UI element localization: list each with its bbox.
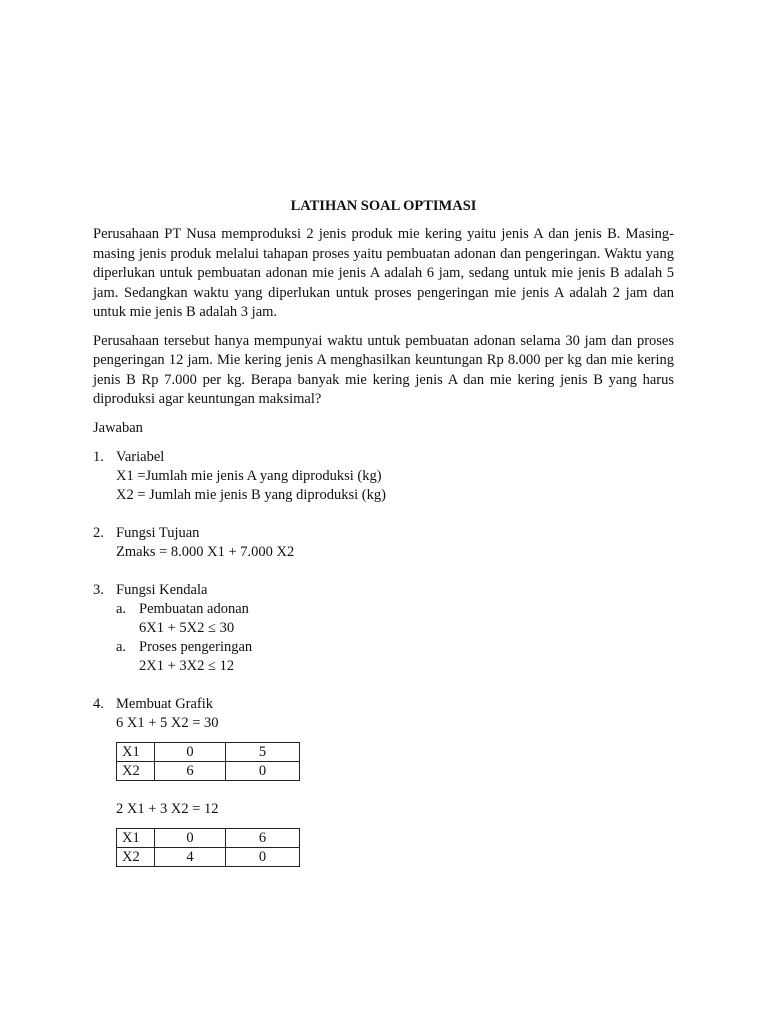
- answer-label: Jawaban: [93, 419, 143, 436]
- section-variabel: [93, 448, 674, 505]
- table-row: [117, 742, 300, 761]
- table-cell: 4: [155, 847, 226, 866]
- section-number: 1.: [93, 448, 104, 465]
- constraint-expression: 6X1 + 5X2 ≤ 30: [139, 619, 235, 636]
- section-heading: Fungsi Tujuan: [116, 524, 200, 541]
- table-cell: 0: [155, 742, 226, 761]
- constraint-item: [116, 638, 674, 676]
- constraint-label: Proses pengeringan: [139, 638, 253, 655]
- section-number: 4.: [93, 695, 104, 712]
- section-heading: Variabel: [116, 448, 165, 465]
- section-fungsi-kendala: [93, 581, 674, 676]
- table-cell: 6: [226, 828, 300, 847]
- table-cell: 6: [155, 761, 226, 780]
- constraint-label: Pembuatan adonan: [139, 600, 249, 617]
- variable-x1: X1 =Jumlah mie jenis A yang diproduksi (kg): [116, 467, 382, 484]
- section-heading: Membuat Grafik: [116, 695, 214, 712]
- constraint-expression: 2X1 + 3X2 ≤ 12: [139, 657, 235, 674]
- equation-1: 6 X1 + 5 X2 = 30: [116, 714, 219, 731]
- section-membuat-grafik: [93, 695, 674, 867]
- section-number: 3.: [93, 581, 104, 598]
- table-cell: X2: [117, 847, 155, 866]
- document-title: LATIHAN SOAL OPTIMASI: [290, 198, 477, 214]
- table-cell: 0: [155, 828, 226, 847]
- table-cell: 0: [226, 761, 300, 780]
- constraint-letter: a.: [116, 600, 127, 617]
- problem-paragraph-1: Perusahaan PT Nusa memproduksi 2 jenis produk mie kering yaitu jenis A dan jenis B. Masing-masing jenis produk melalui tahapan proses yaitu pembuatan adonan dan pengeringan. Waktu yang diperlukan untuk pembuatan adonan mie jenis A adalah 6 jam, sedang untuk mie jenis B adalah 5 jam. Sedangkan waktu yang diperlukan untuk proses pengeringan mie jenis A adalah 2 jam dan untuk mie jenis B adalah 3 jam.: [93, 226, 674, 320]
- table-cell: X1: [117, 828, 155, 847]
- variable-x2: X2 = Jumlah mie jenis B yang diproduksi (kg): [116, 486, 386, 503]
- table-cell: 5: [226, 742, 300, 761]
- objective-function: Zmaks = 8.000 X1 + 7.000 X2: [116, 543, 295, 560]
- section-number: 2.: [93, 524, 104, 541]
- section-heading: Fungsi Kendala: [116, 581, 208, 598]
- table-equation-2: [116, 828, 300, 867]
- table-cell: X1: [117, 742, 155, 761]
- table-row: [117, 828, 300, 847]
- table-equation-1: [116, 742, 300, 781]
- table-row: [117, 761, 300, 780]
- equation-2: 2 X1 + 3 X2 = 12: [116, 800, 219, 817]
- table-cell: X2: [117, 761, 155, 780]
- section-fungsi-tujuan: [93, 524, 674, 562]
- table-row: [117, 847, 300, 866]
- constraint-letter: a.: [116, 638, 127, 655]
- constraint-item: [116, 600, 674, 638]
- table-cell: 0: [226, 847, 300, 866]
- problem-paragraph-2: Perusahaan tersebut hanya mempunyai waktu untuk pembuatan adonan selama 30 jam dan proses pengeringan 12 jam. Mie kering jenis A menghasilkan keuntungan Rp 8.000 per kg dan mie kering jenis B Rp 7.000 per kg. Berapa banyak mie kering jenis A dan mie kering jenis B yang harus diproduksi agar keuntungan maksimal?: [93, 332, 674, 407]
- document-page: [93, 197, 674, 867]
